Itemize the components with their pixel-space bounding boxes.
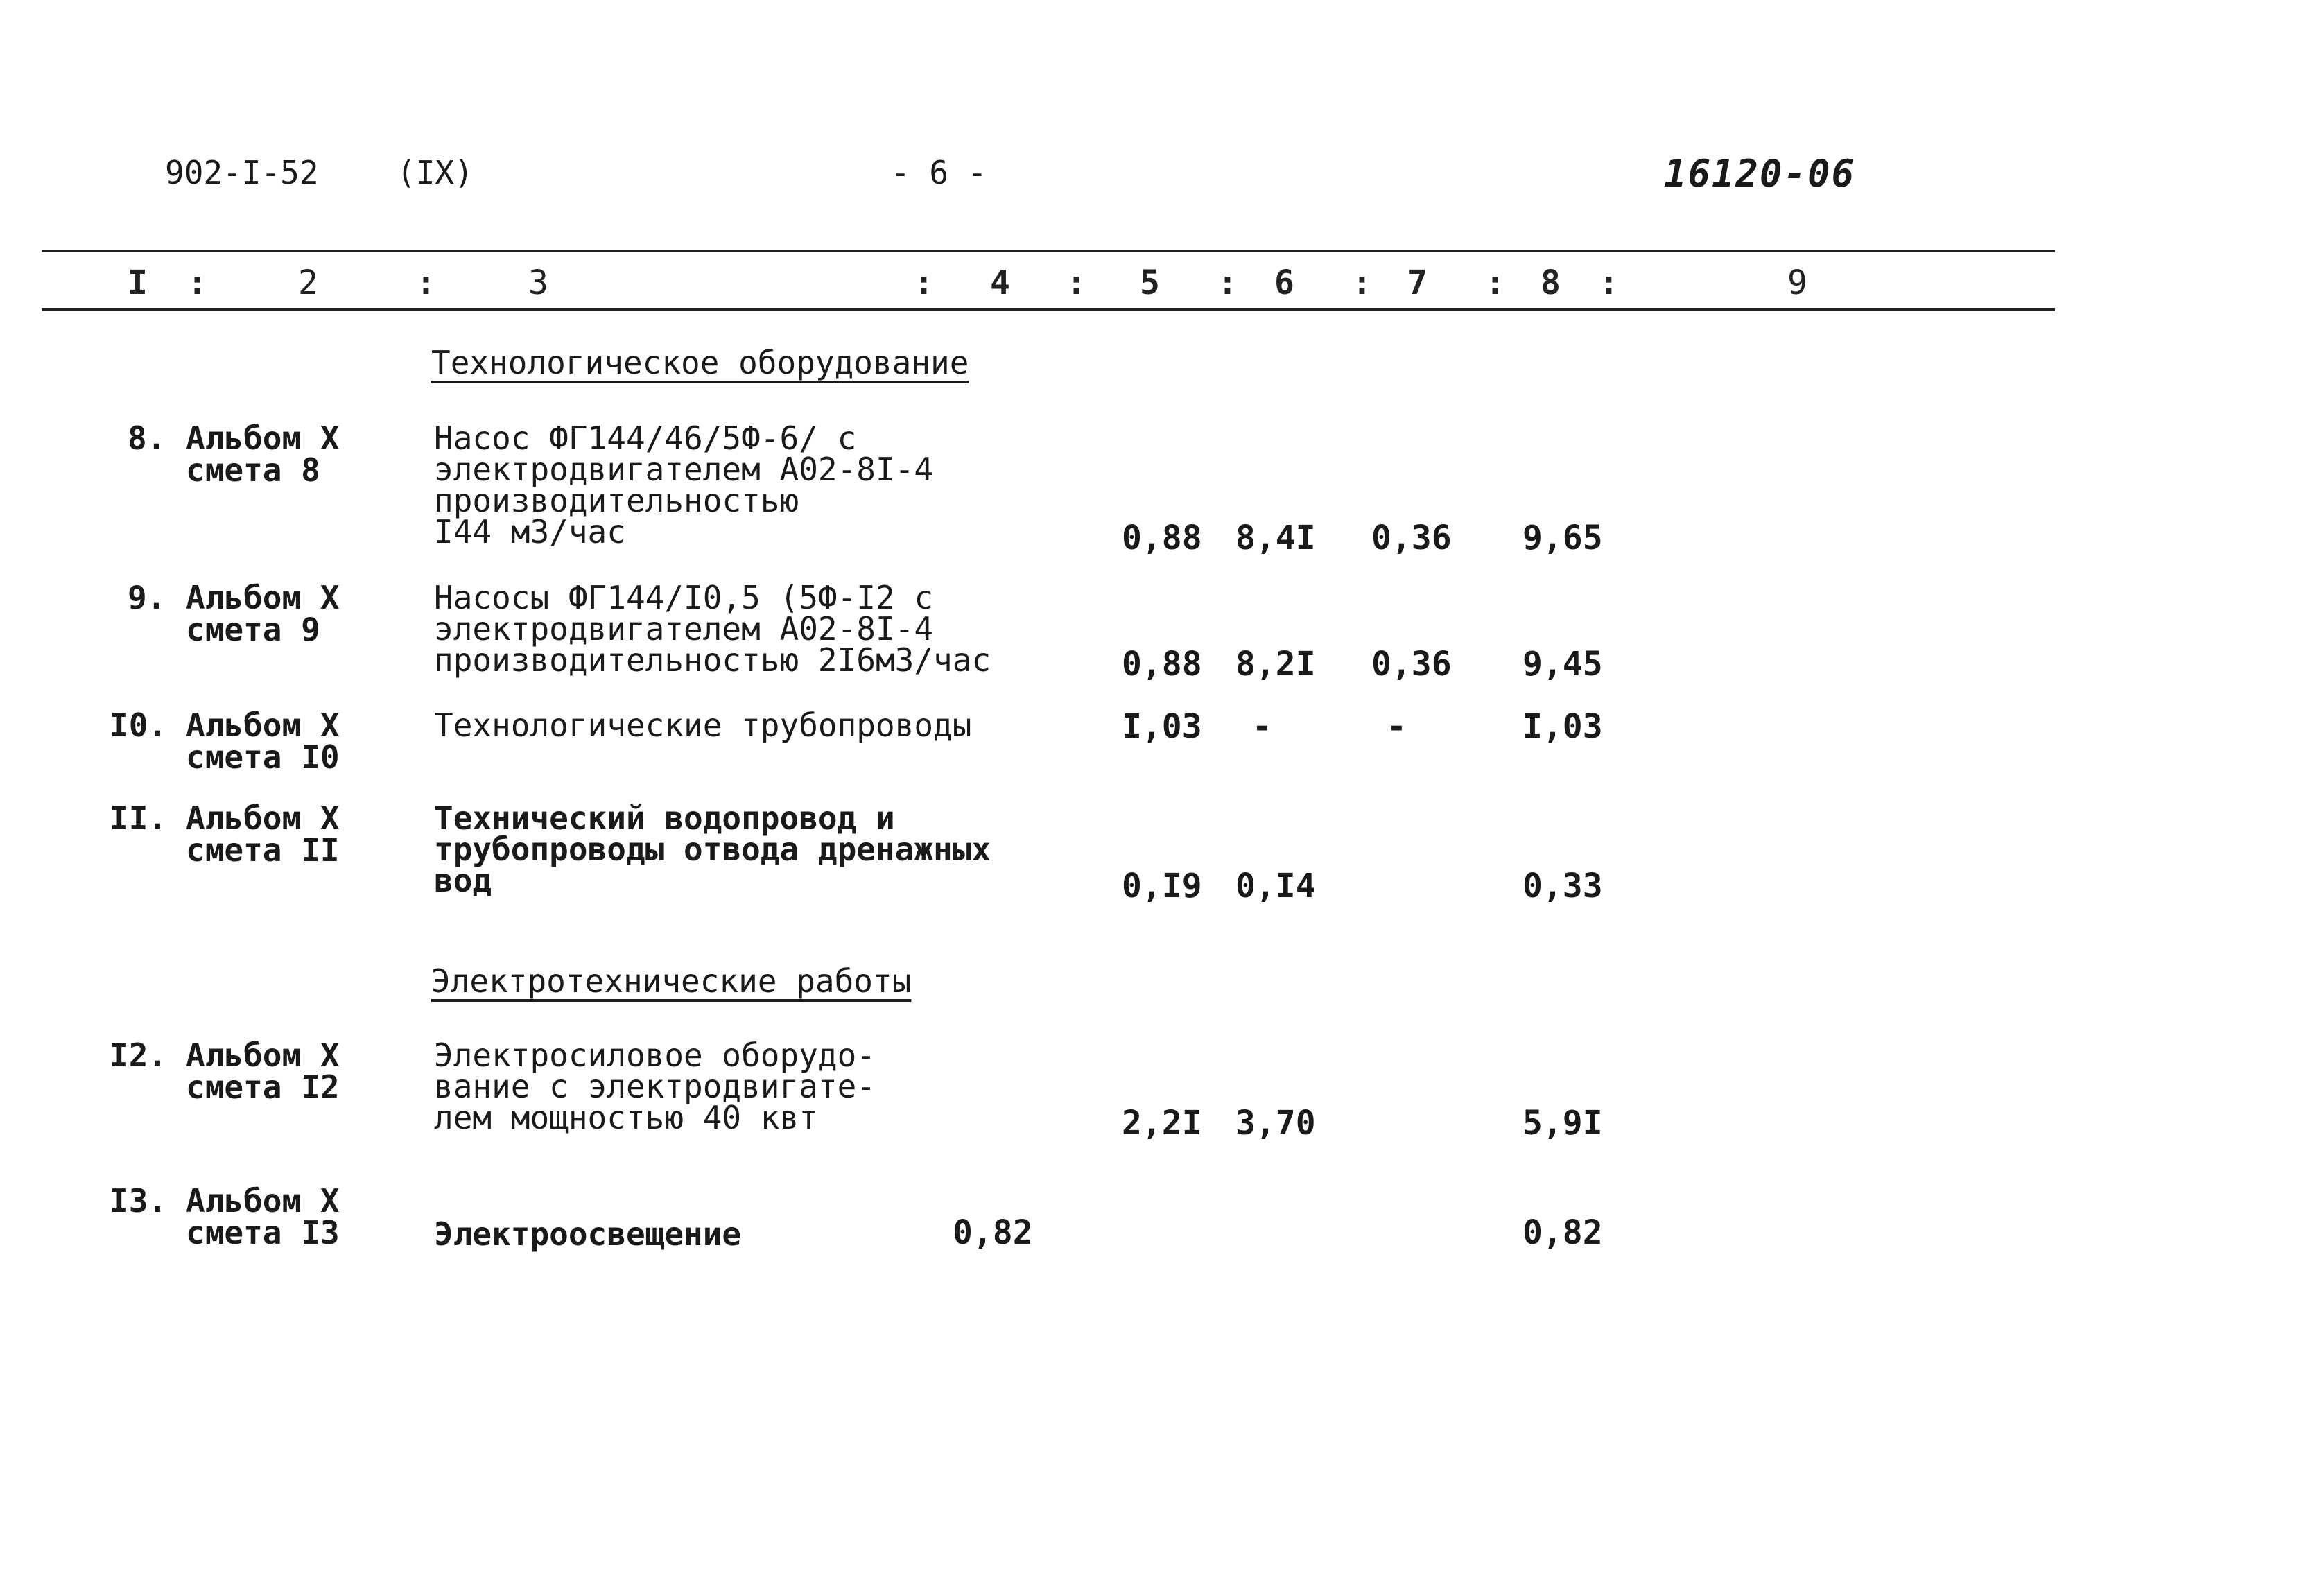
row-number: 8. <box>128 419 166 457</box>
column-header-2: 2 <box>298 263 318 302</box>
row-value-col5: I,03 <box>1122 707 1202 746</box>
column-header-separator: : <box>1599 263 1619 302</box>
column-header-1: I <box>128 263 148 302</box>
row-value-col4: 0,82 <box>953 1213 1033 1252</box>
document-part: (IX) <box>397 154 474 191</box>
row-number: 9. <box>128 579 166 616</box>
row-number: II. <box>110 799 168 837</box>
row-description: Технический водопровод и трубопроводы отвода дренажных вод <box>434 799 991 900</box>
row-value-col8: 5,9I <box>1522 1104 1603 1143</box>
page-number: - 6 - <box>891 154 987 191</box>
row-reference-estimate: смета 9 <box>186 611 320 648</box>
row-description: Электросиловое оборудо- вание с электродвигате- лем мощностью 40 квт <box>434 1036 876 1137</box>
row-number: I0. <box>110 706 168 744</box>
row-value-col6: 3,70 <box>1235 1104 1316 1143</box>
column-header-6: 6 <box>1274 263 1294 302</box>
row-value-col7: - <box>1387 707 1407 746</box>
row-reference-estimate: смета I0 <box>186 738 340 776</box>
row-value-col6: 0,I4 <box>1235 867 1316 905</box>
document-code: 902-I-52 <box>165 154 319 191</box>
row-value-col8: 0,82 <box>1522 1213 1603 1252</box>
table-header-rule <box>42 308 2055 311</box>
row-value-col7: 0,36 <box>1371 645 1452 684</box>
row-description: Насосы ФГ144/I0,5 (5Ф-I2 с электродвигателем А02-8I-4 производительностью 2I6м3/час <box>434 579 991 679</box>
column-header-separator: : <box>1485 263 1505 302</box>
column-header-8: 8 <box>1541 263 1561 302</box>
document-number: 16120-06 <box>1664 152 1856 196</box>
column-header-5: 5 <box>1140 263 1160 302</box>
row-reference-estimate: смета I3 <box>186 1214 340 1251</box>
column-header-9: 9 <box>1787 263 1807 302</box>
row-reference-album: Альбом X <box>186 706 340 744</box>
row-number: I3. <box>110 1182 168 1220</box>
row-value-col7: 0,36 <box>1371 519 1452 557</box>
column-header-separator: : <box>1217 263 1238 302</box>
row-value-col5: 2,2I <box>1122 1104 1202 1143</box>
row-reference-estimate: смета 8 <box>186 451 320 489</box>
column-header-separator: : <box>1066 263 1086 302</box>
row-reference-album: Альбом X <box>186 1182 340 1220</box>
column-header-3: 3 <box>528 263 548 302</box>
row-value-col8: 0,33 <box>1522 867 1603 905</box>
row-value-col8: 9,45 <box>1522 645 1603 684</box>
row-value-col6: 8,2I <box>1235 645 1316 684</box>
row-value-col5: 0,I9 <box>1122 867 1202 905</box>
row-description: Технологические трубопроводы <box>434 706 972 744</box>
row-reference-album: Альбом X <box>186 419 340 457</box>
table-top-rule <box>42 250 2055 252</box>
section-title-electrical-works: Электротехнические работы <box>431 962 912 1000</box>
row-value-col6: 8,4I <box>1235 519 1316 557</box>
row-value-col6: - <box>1252 707 1272 746</box>
column-header-7: 7 <box>1407 263 1428 302</box>
row-reference-album: Альбом X <box>186 799 340 837</box>
row-value-col5: 0,88 <box>1122 645 1202 684</box>
column-header-separator: : <box>1352 263 1372 302</box>
row-reference-estimate: смета II <box>186 831 340 869</box>
column-header-separator: : <box>416 263 436 302</box>
row-number: I2. <box>110 1036 168 1074</box>
column-header-4: 4 <box>990 263 1010 302</box>
row-value-col5: 0,88 <box>1122 519 1202 557</box>
row-value-col8: I,03 <box>1522 707 1603 746</box>
row-value-col8: 9,65 <box>1522 519 1603 557</box>
row-reference-album: Альбом X <box>186 1036 340 1074</box>
row-description: Электроосвещение <box>434 1215 742 1253</box>
row-reference-album: Альбом X <box>186 579 340 616</box>
section-title-technological-equipment: Технологическое оборудование <box>431 344 969 381</box>
column-header-separator: : <box>187 263 207 302</box>
row-reference-estimate: смета I2 <box>186 1068 340 1106</box>
column-header-separator: : <box>914 263 934 302</box>
row-description: Насос ФГ144/46/5Ф-6/ с электродвигателем А02-8I-4 производительностью I44 м3/час <box>434 419 934 551</box>
